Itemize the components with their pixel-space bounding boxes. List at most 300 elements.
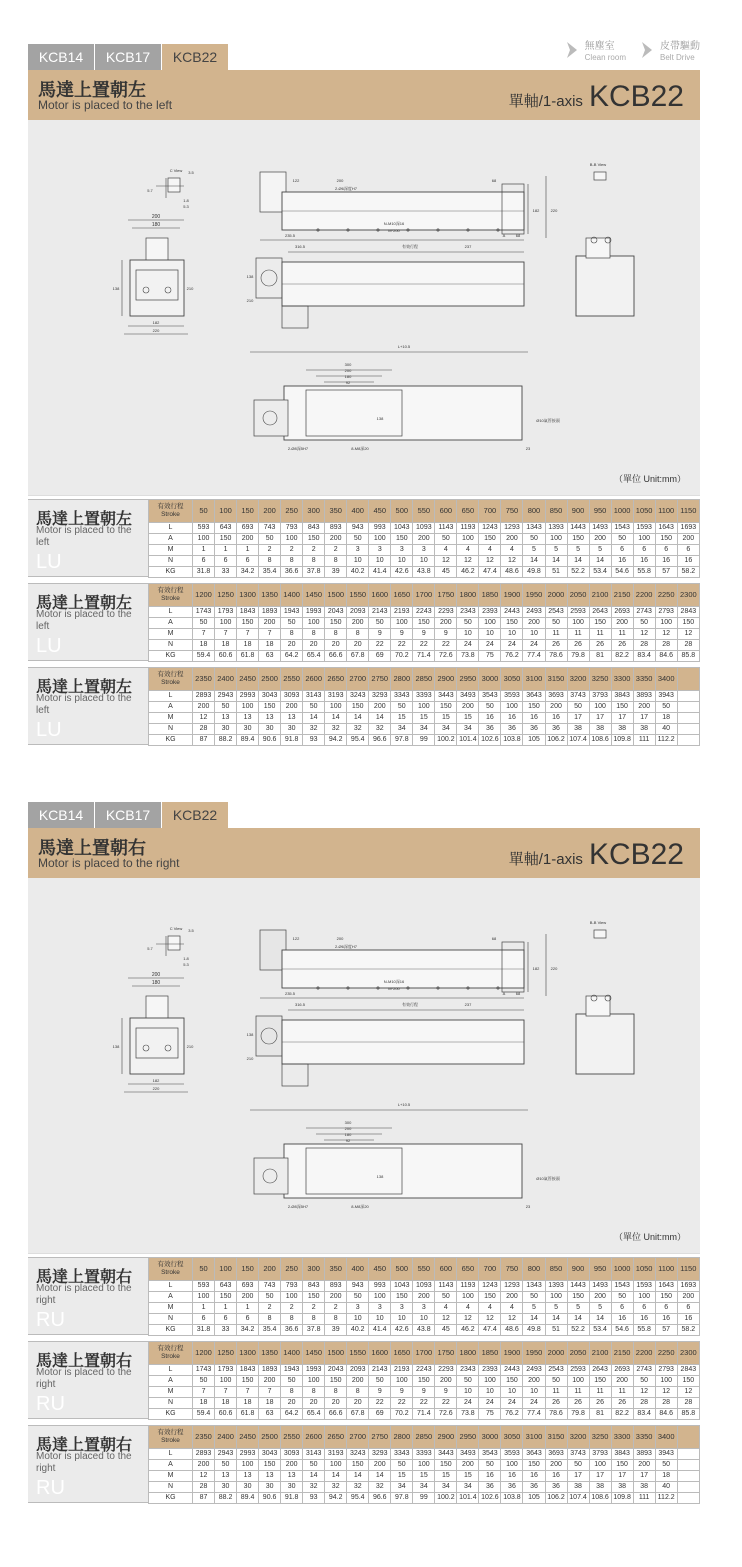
table-cell: 61.8 (237, 1409, 259, 1420)
stroke-value: 2950 (457, 1426, 479, 1449)
table-cell: 50 (457, 1376, 479, 1387)
bb-view-label: B-B View (589, 920, 607, 925)
table-cell (677, 1482, 699, 1493)
rail-bottom-view (284, 386, 522, 440)
table-cell: 1593 (633, 523, 655, 534)
table-cell: 150 (611, 1460, 633, 1471)
table-cell: 17 (633, 1471, 655, 1482)
table-cell: 100 (567, 1376, 589, 1387)
table-cell: 17 (611, 713, 633, 724)
nav-belt-drive[interactable] (640, 41, 700, 63)
stroke-value: 1350 (259, 1342, 281, 1365)
tab-kcb22[interactable]: KCB22 (162, 802, 228, 828)
row-key: A (149, 618, 193, 629)
table-row (149, 629, 700, 640)
table-cell: 22 (413, 1398, 435, 1409)
stroke-value: 1600 (369, 584, 391, 607)
stroke-value: 2500 (259, 668, 281, 691)
table-cell: 200 (435, 618, 457, 629)
table-label-en: Motor is placed to the left (36, 693, 132, 716)
table-cell: 2443 (501, 1365, 523, 1376)
table-cell: 40.2 (347, 1325, 369, 1336)
stroke-value: 1100 (655, 1258, 677, 1281)
table-cell: 3843 (611, 691, 633, 702)
table-cell: 200 (545, 1460, 567, 1471)
table-cell: 3143 (303, 1449, 325, 1460)
table-cell: 693 (237, 1281, 259, 1292)
table-cell: 20 (281, 1398, 303, 1409)
table-cell: 78.6 (545, 651, 567, 662)
table-cell: 3693 (545, 691, 567, 702)
table-cell: 150 (479, 1292, 501, 1303)
nav-clean-room[interactable] (565, 41, 626, 63)
stroke-value: 1900 (501, 1342, 523, 1365)
table-cell: 50 (347, 534, 369, 545)
table-cell: 150 (303, 534, 325, 545)
table-cell: 100 (633, 1292, 655, 1303)
table-cell: 1493 (589, 1281, 611, 1292)
table-cell: 94.2 (325, 735, 347, 746)
table-cell: 100 (589, 702, 611, 713)
table-cell: 50 (457, 618, 479, 629)
stroke-value: 2100 (589, 1342, 611, 1365)
dimension-label: 8-M8深20 (351, 446, 369, 451)
table-cell: 2293 (435, 1365, 457, 1376)
table-cell: 100 (325, 702, 347, 713)
dimension-label: 300 (344, 1120, 352, 1125)
table-cell: 150 (215, 534, 237, 545)
table-cell: 3243 (347, 691, 369, 702)
table-cell: 2243 (413, 607, 435, 618)
table-cell: 77.4 (523, 651, 545, 662)
table-cell (677, 1493, 699, 1504)
table-cell: 24 (501, 1398, 523, 1409)
table-cell: 101.4 (457, 735, 479, 746)
dimension-label: 180 (151, 980, 161, 986)
stroke-value: 2750 (369, 1426, 391, 1449)
stroke-value: 2550 (281, 668, 303, 691)
table-cell: 105 (523, 735, 545, 746)
table-header-row (149, 584, 700, 607)
table-cell: 12 (435, 1314, 457, 1325)
table-cell: 58.2 (677, 567, 699, 578)
table-cell: 13 (259, 713, 281, 724)
table-cell: 5 (545, 1303, 567, 1314)
table-cell: 6 (193, 556, 215, 567)
table-cell: 50 (633, 618, 655, 629)
tab-kcb22[interactable]: KCB22 (162, 44, 228, 70)
table-cell: 50 (347, 1292, 369, 1303)
table-cell: 1593 (633, 1281, 655, 1292)
row-key: N (149, 1398, 193, 1409)
table-cell: 100 (237, 1460, 259, 1471)
table-cell: 38 (589, 1482, 611, 1493)
stroke-value: 3100 (523, 1426, 545, 1449)
stroke-value: 1550 (347, 584, 369, 607)
stroke-value: 600 (435, 500, 457, 523)
dimension-label: 5.3 (183, 962, 189, 967)
table-label-en: Motor is placed to the left (36, 609, 132, 632)
table-cell: 111 (633, 735, 655, 746)
tab-kcb14[interactable]: KCB14 (28, 802, 94, 828)
table-cell: 3343 (391, 1449, 413, 1460)
technical-drawing (28, 878, 700, 1254)
table-cell: 7 (237, 1387, 259, 1398)
table-cell: 4 (435, 1303, 457, 1314)
stroke-value: 150 (237, 500, 259, 523)
table-cell: 200 (523, 618, 545, 629)
table-cell: 50 (215, 1460, 237, 1471)
unit-label: （單位 Unit:mm） (613, 1232, 686, 1242)
stroke-value: 450 (369, 500, 391, 523)
stroke-value: 2650 (325, 1426, 347, 1449)
table-cell: 50 (259, 534, 281, 545)
table-cell: 100 (391, 1376, 413, 1387)
table-cell: 94.2 (325, 1493, 347, 1504)
spec-table-block (28, 1257, 700, 1335)
table-cell: 91.8 (281, 1493, 303, 1504)
stroke-value: 400 (347, 500, 369, 523)
table-cell: 108.6 (589, 1493, 611, 1504)
table-cell: 3793 (589, 691, 611, 702)
table-cell: 200 (677, 1292, 699, 1303)
table-cell: 6 (611, 1303, 633, 1314)
table-cell: 14 (567, 556, 589, 567)
table-cell: 16 (655, 1314, 677, 1325)
table-cell: 36 (545, 724, 567, 735)
dimension-label: 1.8 (183, 198, 189, 203)
section-title-en: Motor is placed to the right (38, 856, 180, 870)
dimension-label: 300 (344, 362, 352, 367)
table-cell: 20 (347, 640, 369, 651)
spec-table (148, 667, 700, 746)
table-cell: 10 (413, 556, 435, 567)
table-cell: 13 (215, 1471, 237, 1482)
table-cell: 150 (303, 1292, 325, 1303)
table-cell: 42.6 (391, 1325, 413, 1336)
table-cell: 46.2 (457, 1325, 479, 1336)
table-cell: 843 (303, 1281, 325, 1292)
table-cell: 103.8 (501, 1493, 523, 1504)
table-cell: 12 (677, 1387, 699, 1398)
table-cell: 150 (611, 702, 633, 713)
table-cell: 8 (347, 1387, 369, 1398)
table-cell: 7 (237, 629, 259, 640)
table-cell: 36 (501, 1482, 523, 1493)
table-cell: 150 (655, 1292, 677, 1303)
table-cell: 15 (391, 713, 413, 724)
table-cell: 1 (193, 1303, 215, 1314)
table-cell: 83.4 (633, 651, 655, 662)
table-cell: 4 (457, 545, 479, 556)
table-cell: 50 (655, 702, 677, 713)
table-cell: 1843 (237, 1365, 259, 1376)
table-cell: 3093 (281, 691, 303, 702)
row-key: A (149, 1376, 193, 1387)
stroke-value: 2900 (435, 668, 457, 691)
bb-view-label: B-B View (589, 162, 607, 167)
table-cell: 112.2 (655, 1493, 677, 1504)
table-cell: 2093 (347, 607, 369, 618)
table-label-zh: 馬達上置朝右 (36, 1269, 133, 1286)
table-cell: 2 (303, 545, 325, 556)
stroke-value: 3100 (523, 668, 545, 691)
table-cell: 593 (193, 1281, 215, 1292)
dimension-label: 220 (550, 966, 558, 971)
table-cell: 150 (391, 534, 413, 545)
stroke-value: 2700 (347, 668, 369, 691)
table-cell: 3493 (457, 691, 479, 702)
table-cell: 2543 (545, 607, 567, 618)
table-cell: 87 (193, 735, 215, 746)
stroke-value: 2400 (215, 668, 237, 691)
drawing-svg (28, 120, 700, 496)
table-cell: 65.4 (303, 651, 325, 662)
table-cell: 36.6 (281, 567, 303, 578)
stroke-value: 1750 (435, 1342, 457, 1365)
table-cell: 32 (303, 1482, 325, 1493)
table-cell: 85.8 (677, 651, 699, 662)
stroke-value: 2600 (303, 668, 325, 691)
table-cell: 1943 (281, 1365, 303, 1376)
table-row (149, 1376, 700, 1387)
table-cell: 43.8 (413, 1325, 435, 1336)
stroke-value: 1800 (457, 1342, 479, 1365)
table-cell: 2293 (435, 607, 457, 618)
dimension-label: 316.5 (294, 1002, 306, 1007)
table-cell: 943 (347, 1281, 369, 1292)
table-cell: 200 (589, 534, 611, 545)
stroke-value: 2450 (237, 1426, 259, 1449)
stroke-value: 300 (303, 500, 325, 523)
stroke-value: 100 (215, 500, 237, 523)
dimension-label: 220 (550, 208, 558, 213)
stroke-value: 250 (281, 500, 303, 523)
stroke-value: 2800 (391, 1426, 413, 1449)
table-cell: 32 (347, 724, 369, 735)
stroke-value: 700 (479, 1258, 501, 1281)
table-cell: 3593 (501, 691, 523, 702)
table-cell: 34 (391, 1482, 413, 1493)
table-cell: 150 (259, 1460, 281, 1471)
table-cell: 18 (193, 1398, 215, 1409)
stroke-header: 有效行程 Stroke (149, 668, 193, 691)
table-cell: 3393 (413, 1449, 435, 1460)
table-cell: 82.2 (611, 1409, 633, 1420)
table-cell: 31.8 (193, 1325, 215, 1336)
row-key: KG (149, 1493, 193, 1504)
dimension-label: 316.5 (294, 244, 306, 249)
table-cell: 16 (545, 713, 567, 724)
table-cell: 14 (303, 1471, 325, 1482)
stroke-value: 550 (413, 500, 435, 523)
table-cell: 18 (259, 640, 281, 651)
stroke-value: 3150 (545, 668, 567, 691)
table-cell: 102.6 (479, 1493, 501, 1504)
table-row (149, 1292, 700, 1303)
stroke-value: 3000 (479, 1426, 501, 1449)
row-key: L (149, 691, 193, 702)
table-cell: 150 (589, 1376, 611, 1387)
table-row (149, 651, 700, 662)
table-cell: 3193 (325, 691, 347, 702)
table-cell: 100 (479, 618, 501, 629)
table-cell: 10 (501, 629, 523, 640)
table-cell: 7 (259, 629, 281, 640)
table-cell: 17 (589, 1471, 611, 1482)
table-cell: 12 (655, 1387, 677, 1398)
table-cell: 66.6 (325, 651, 347, 662)
stroke-value: 2150 (611, 1342, 633, 1365)
stroke-header: 有效行程 Stroke (149, 1258, 193, 1281)
table-cell: 28 (677, 640, 699, 651)
table-cell: 3843 (611, 1449, 633, 1460)
table-cell: 8 (303, 556, 325, 567)
table-cell: 793 (281, 523, 303, 534)
table-row (149, 1281, 700, 1292)
table-cell: 150 (215, 1292, 237, 1303)
table-cell: 73.8 (457, 1409, 479, 1420)
dimension-label: 138 (112, 286, 120, 291)
table-row (149, 1325, 700, 1336)
bb-view-detail (594, 930, 606, 938)
table-cell: 103.8 (501, 735, 523, 746)
section-title-zh: 馬達上置朝右 (38, 838, 146, 858)
stroke-value: 3000 (479, 668, 501, 691)
table-cell: 150 (413, 1376, 435, 1387)
table-cell: 2 (281, 545, 303, 556)
table-cell: 10 (369, 1314, 391, 1325)
table-cell: 36 (545, 1482, 567, 1493)
tab-kcb14[interactable]: KCB14 (28, 44, 94, 70)
dimension-label: 182 (152, 1078, 160, 1083)
table-cell: 24 (523, 640, 545, 651)
table-cell: 28 (193, 724, 215, 735)
table-cell: 3 (391, 545, 413, 556)
bb-view-detail (594, 172, 606, 180)
stroke-value: 800 (523, 1258, 545, 1281)
table-cell: 3743 (567, 1449, 589, 1460)
table-cell: 593 (193, 523, 215, 534)
stroke-value: 200 (259, 500, 281, 523)
table-cell: 10 (457, 1387, 479, 1398)
table-cell: 12 (457, 1314, 479, 1325)
table-cell: 95.4 (347, 735, 369, 746)
stroke-value: 2300 (677, 1342, 699, 1365)
table-row (149, 702, 700, 713)
table-cell: 2493 (523, 607, 545, 618)
table-cell: 82.2 (611, 651, 633, 662)
table-cell: 2393 (479, 1365, 501, 1376)
table-cell: 100 (369, 534, 391, 545)
stroke-value: 2150 (611, 584, 633, 607)
stroke-value: 550 (413, 1258, 435, 1281)
dimension-label: 3.5 (188, 170, 194, 175)
table-cell: 100 (567, 618, 589, 629)
stroke-value: 1100 (655, 500, 677, 523)
table-cell: 200 (325, 1292, 347, 1303)
spec-table (148, 1341, 700, 1420)
table-cell: 14 (523, 556, 545, 567)
table-cell: 6 (633, 545, 655, 556)
table-cell: 1693 (677, 523, 699, 534)
table-cell: 2193 (391, 607, 413, 618)
table-cell: 46.2 (457, 567, 479, 578)
table-cell: 15 (457, 713, 479, 724)
table-cell: 16 (655, 556, 677, 567)
table-cell: 2993 (237, 691, 259, 702)
section-header (28, 70, 700, 120)
table-cell: 14 (369, 713, 391, 724)
stroke-value: 1700 (413, 584, 435, 607)
table-cell: 2543 (545, 1365, 567, 1376)
table-cell: 89.4 (237, 1493, 259, 1504)
model-tabs (28, 802, 700, 828)
table-row (149, 534, 700, 545)
table-cell: 2593 (567, 607, 589, 618)
table-cell: 200 (193, 1460, 215, 1471)
row-key: KG (149, 1409, 193, 1420)
stroke-value: 1700 (413, 1342, 435, 1365)
stroke-value: 1050 (633, 500, 655, 523)
table-cell: 2043 (325, 1365, 347, 1376)
table-cell: 200 (237, 1292, 259, 1303)
table-cell: 55.8 (633, 567, 655, 578)
stroke-value: 1250 (215, 584, 237, 607)
table-cell: 48.6 (501, 1325, 523, 1336)
table-label-en: Motor is placed to the left (36, 525, 132, 548)
table-cell: 22 (391, 640, 413, 651)
table-cell: 41.4 (369, 567, 391, 578)
motor-top-left (146, 996, 168, 1020)
table-cell: 18 (259, 1398, 281, 1409)
table-cell: 6 (193, 1314, 215, 1325)
table-cell: 2843 (677, 607, 699, 618)
table-cell: 50 (611, 1292, 633, 1303)
table-cell: 109.8 (611, 735, 633, 746)
stroke-value: 1300 (237, 584, 259, 607)
table-cell: 743 (259, 523, 281, 534)
row-key: KG (149, 567, 193, 578)
table-cell: 32 (325, 1482, 347, 1493)
table-cell: 2 (259, 1303, 281, 1314)
stroke-value: 2200 (633, 1342, 655, 1365)
table-cell: 40.2 (347, 567, 369, 578)
table-cell: 50 (479, 702, 501, 713)
table-cell: 53.4 (589, 1325, 611, 1336)
table-cell: 2493 (523, 1365, 545, 1376)
tab-kcb17[interactable]: KCB17 (95, 802, 161, 828)
table-cell: 36 (501, 724, 523, 735)
table-cell: 1 (215, 545, 237, 556)
table-cell: 200 (677, 534, 699, 545)
table-cell: 57 (655, 567, 677, 578)
table-cell: 9 (435, 629, 457, 640)
table-cell: 50 (303, 1460, 325, 1471)
table-cell: 30 (259, 724, 281, 735)
table-cell: 16 (611, 556, 633, 567)
stroke-value: 2600 (303, 1426, 325, 1449)
tab-kcb17[interactable]: KCB17 (95, 44, 161, 70)
table-cell: 50 (655, 1460, 677, 1471)
table-cell: 2443 (501, 607, 523, 618)
stroke-value: 750 (501, 1258, 523, 1281)
stroke-value: 3250 (589, 1426, 611, 1449)
dimension-label: 200 (151, 972, 161, 978)
dimension-label: 1.8 (183, 956, 189, 961)
table-cell: 34 (435, 724, 457, 735)
table-cell: 3 (347, 1303, 369, 1314)
